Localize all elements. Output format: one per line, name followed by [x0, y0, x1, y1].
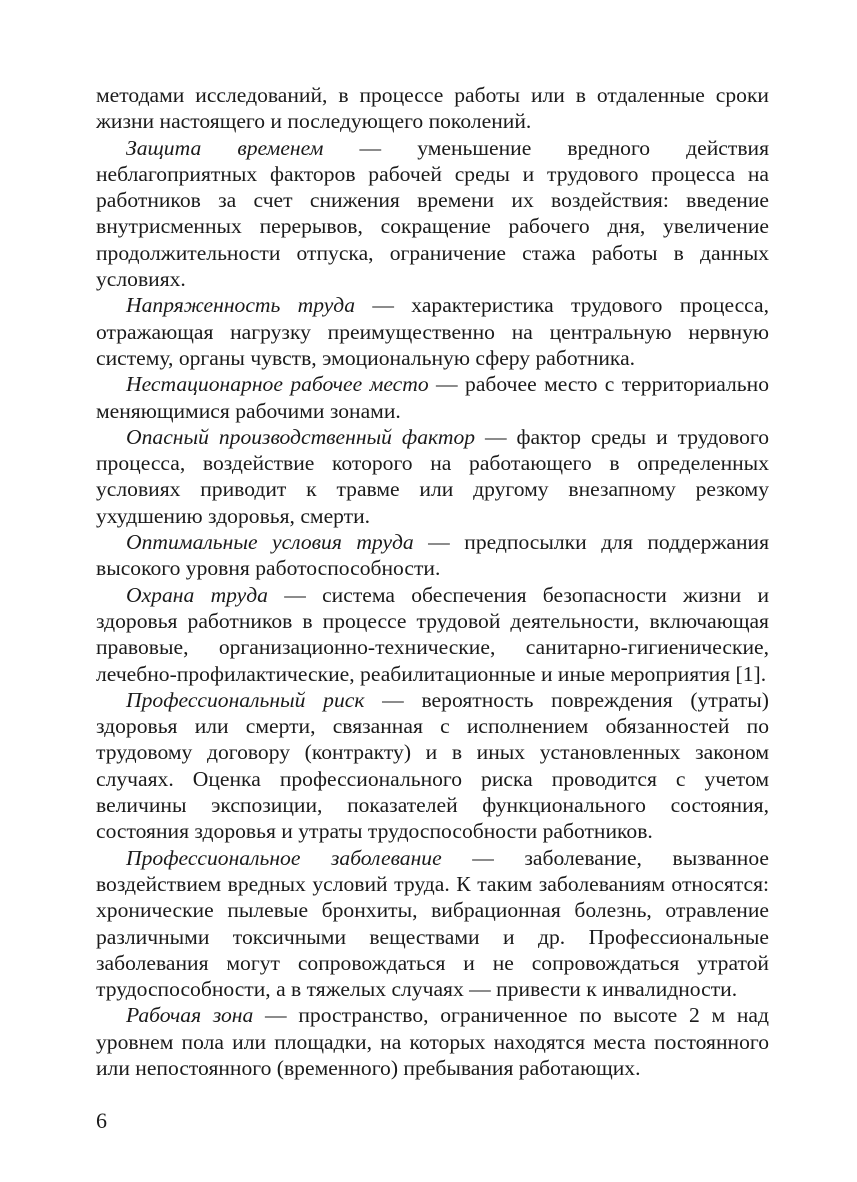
definition-text: — уменьшение вредного действия неблагоприятных факторов рабочей среды и трудового процесса на работников за счет снижения времени их воздействия: введение внутрисменных перерывов, сокращение рабочего дня, увеличение продолжительности отпуска, ограничение стажа работы в данных условиях.: [96, 135, 770, 292]
definition-term: Защита временем: [126, 135, 324, 160]
definition-term: Нестационарное рабочее место: [126, 372, 429, 397]
definition-term: Профессиональный риск: [126, 687, 365, 712]
definition-term: Рабочая зона: [126, 1003, 254, 1028]
paragraph-continuation: [96, 82, 769, 135]
definition-text: — предпосылки для поддержания высокого уровня работоспособности.: [96, 530, 769, 581]
definition-okhrana-truda: [96, 582, 769, 687]
definition-text: — заболевание, вызванное воздействием вредных условий труда. К таким заболеваниям относятся: хронические пылевые бронхиты, вибрационная болезнь, отравление различными токсичными веществами и др. Профессиональные заболевания могут сопровождаться и не сопровождаться утратой трудоспособности, а в тяжелых случаях — привести к инвалидности.: [96, 845, 769, 1002]
definition-zashchita-vremenem: [96, 135, 769, 293]
definition-text: — рабочее место с территориально меняющимися рабочими зонами.: [96, 372, 769, 423]
definition-text: — характеристика трудового процесса, отражающая нагрузку преимущественно на центральную нервную систему, органы чувств, эмоциональную сферу работника.: [96, 293, 769, 370]
page-number: 6: [96, 1108, 107, 1133]
definition-napryazhennost-truda: [96, 292, 769, 371]
page-body: [96, 82, 769, 1081]
definition-professionalnyi-risk: [96, 687, 769, 845]
definition-term: Профессиональное заболевание: [126, 845, 442, 870]
definition-term: Охрана труда: [126, 582, 268, 607]
definition-nestatsionarnoe-rabochee-mesto: [96, 371, 769, 424]
definition-text: — система обеспечения безопасности жизни и здоровья работников в процессе трудовой деятельности, включающая правовые, организационно-технические, санитарно-гигиенические, лечебно-профилактические, реабилитационные и иные мероприятия [1].: [96, 582, 769, 686]
definition-rabochaya-zona: [96, 1002, 769, 1081]
definition-text: — фактор среды и трудового процесса, воздействие которого на работающего в определенных условиях приводит к травме или другому внезапному резкому ухудшению здоровья, смерти.: [96, 424, 769, 528]
paragraph-text: методами исследований, в процессе работы или в отдаленные сроки жизни настоящего и последующего поколений.: [96, 83, 769, 134]
definition-optimalnye-usloviya: [96, 529, 769, 582]
definition-opasnyi-faktor: [96, 424, 769, 529]
definition-term: Оптимальные условия труда: [126, 530, 414, 555]
definition-text: — пространство, ограниченное по высоте 2 м над уровнем пола или площадки, на которых находятся места постоянного или непостоянного (временного) пребывания работающих.: [96, 1003, 769, 1080]
definition-term: Опасный производственный фактор: [126, 424, 476, 449]
definition-professionalnoe-zabolevanie: [96, 845, 769, 1003]
definition-term: Напряженность труда: [126, 293, 356, 318]
definition-text: — вероятность повреждения (утраты) здоровья или смерти, связанная с исполнением обязанностей по трудовому договору (контракту) и в иных установленных законом случаях. Оценка профессионального риска проводится с учетом величины экспозиции, показателей функционального состояния, состояния здоровья и утраты трудоспособности работников.: [96, 687, 769, 844]
